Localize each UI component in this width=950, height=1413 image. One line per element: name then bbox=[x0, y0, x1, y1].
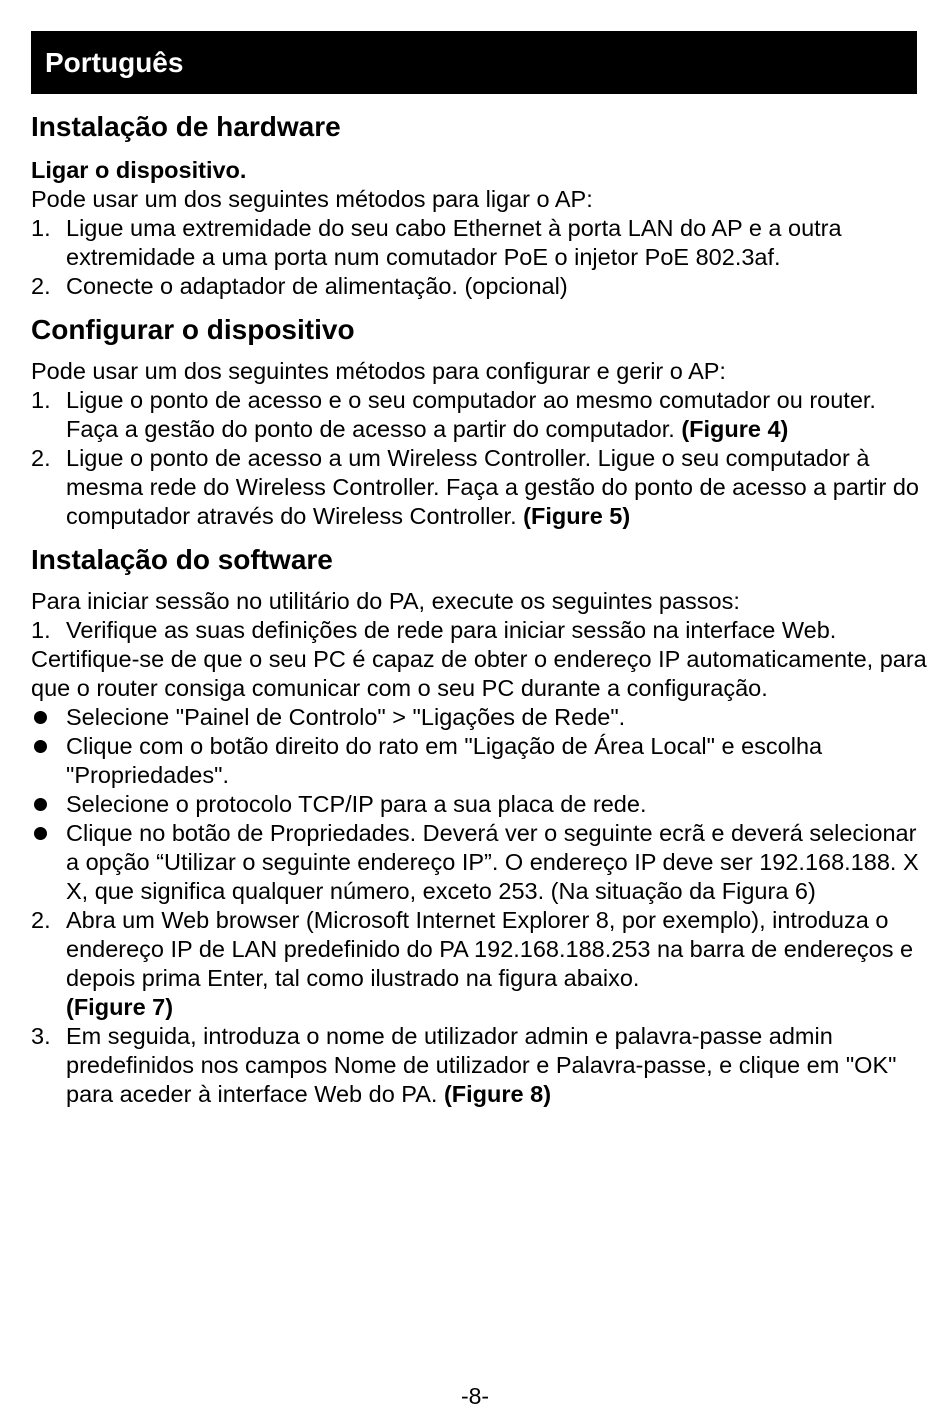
bullet-text: Selecione o protocolo TCP/IP para a sua placa de rede. bbox=[66, 791, 647, 817]
page-number: -8- bbox=[460, 1383, 490, 1409]
software-paragraph: Certifique-se de que o seu PC é capaz de obter o endereço IP automaticamente, para que o router consiga comunicar com o seu PC durante a configuração. bbox=[31, 646, 927, 701]
item-body bbox=[66, 906, 931, 1022]
figure-reference: (Figure 7) bbox=[66, 994, 174, 1020]
item-text: Abra um Web browser (Microsoft Internet Explorer 8, por exemplo), introduza o endereço IP de LAN predefinido do PA 192.168.188.253 na barra de endereços e depois prima Enter, tal como ilustrado na figura abaixo. bbox=[66, 907, 914, 991]
figure-reference: (Figure 5) bbox=[523, 503, 631, 529]
item-number: 1. bbox=[31, 617, 51, 643]
bullet-icon bbox=[31, 732, 66, 790]
config-item-1 bbox=[31, 386, 931, 444]
language-header bbox=[31, 31, 917, 94]
bullet-icon bbox=[31, 790, 66, 819]
figure-reference: (Figure 4) bbox=[681, 416, 789, 442]
bullet-icon bbox=[31, 703, 66, 732]
item-body bbox=[66, 1022, 931, 1109]
software-step-3 bbox=[31, 1022, 931, 1109]
config-section-title: Configurar o dispositivo bbox=[31, 314, 355, 345]
bullet-text: Clique com o botão direito do rato em "Ligação de Área Local" e escolha "Propriedades". bbox=[66, 733, 823, 788]
config-item-2 bbox=[31, 444, 931, 531]
bullet-item bbox=[31, 732, 931, 790]
bullet-item bbox=[31, 819, 931, 906]
item-number: 2. bbox=[31, 445, 51, 471]
software-step-2 bbox=[31, 906, 931, 1022]
hardware-intro: Pode usar um dos seguintes métodos para ligar o AP: bbox=[31, 186, 593, 212]
item-text: Ligue o ponto de acesso a um Wireless Controller. Ligue o seu computador à mesma rede do Wireless Controller. Faça a gestão do ponto de acesso a partir do computador através do Wireless Controller. bbox=[66, 445, 919, 529]
item-body bbox=[66, 386, 931, 444]
item-number: 1. bbox=[31, 215, 51, 241]
figure-reference: (Figure 8) bbox=[443, 1081, 552, 1107]
bullet-text: Selecione "Painel de Controlo" > "Ligações de Rede". bbox=[66, 704, 626, 730]
bullet-item bbox=[31, 790, 931, 819]
item-text: Ligue uma extremidade do seu cabo Ethernet à porta LAN do AP e a outra extremidade a uma porta num comutador PoE o injetor PoE 802.3af. bbox=[66, 215, 842, 270]
software-intro: Para iniciar sessão no utilitário do PA, execute os seguintes passos: bbox=[31, 588, 740, 614]
item-number: 2. bbox=[31, 907, 51, 933]
item-number: 1. bbox=[31, 387, 51, 413]
item-text: Conecte o adaptador de alimentação. (opcional) bbox=[66, 273, 568, 299]
config-intro: Pode usar um dos seguintes métodos para configurar e gerir o AP: bbox=[31, 358, 726, 384]
hardware-section-title: Instalação de hardware bbox=[31, 111, 341, 142]
software-step-1 bbox=[31, 616, 931, 645]
language-title: Português bbox=[45, 46, 184, 78]
page-content bbox=[31, 108, 931, 1109]
bullet-text: Clique no botão de Propriedades. Deverá ver o seguinte ecrã e deverá selecionar a opção “Utilizar o seguinte endereço IP”. O endereço IP deve ser 192.168.188. X X, que significa qualquer número, exceto 253. (Na situação da Figura 6) bbox=[66, 820, 919, 904]
bullet-icon bbox=[31, 819, 66, 906]
item-text: Em seguida, introduza o nome de utilizador admin e palavra-passe admin predefinidos nos campos Nome de utilizador e Palavra-passe, e clique em "OK" para aceder à interface Web do PA. bbox=[66, 1023, 897, 1107]
hardware-item-1 bbox=[31, 214, 931, 272]
item-number: 3. bbox=[31, 1023, 51, 1049]
item-text: Verifique as suas definições de rede para iniciar sessão na interface Web. bbox=[66, 617, 837, 643]
item-number: 2. bbox=[31, 273, 51, 299]
item-text: Ligue o ponto de acesso e o seu computador ao mesmo comutador ou router. Faça a gestão do ponto de acesso a partir do computador. bbox=[66, 387, 876, 442]
bullet-item bbox=[31, 703, 931, 732]
item-body bbox=[66, 444, 931, 531]
software-section-title: Instalação do software bbox=[31, 544, 333, 575]
hardware-item-2 bbox=[31, 272, 931, 301]
hardware-subtitle: Ligar o dispositivo. bbox=[31, 157, 247, 183]
